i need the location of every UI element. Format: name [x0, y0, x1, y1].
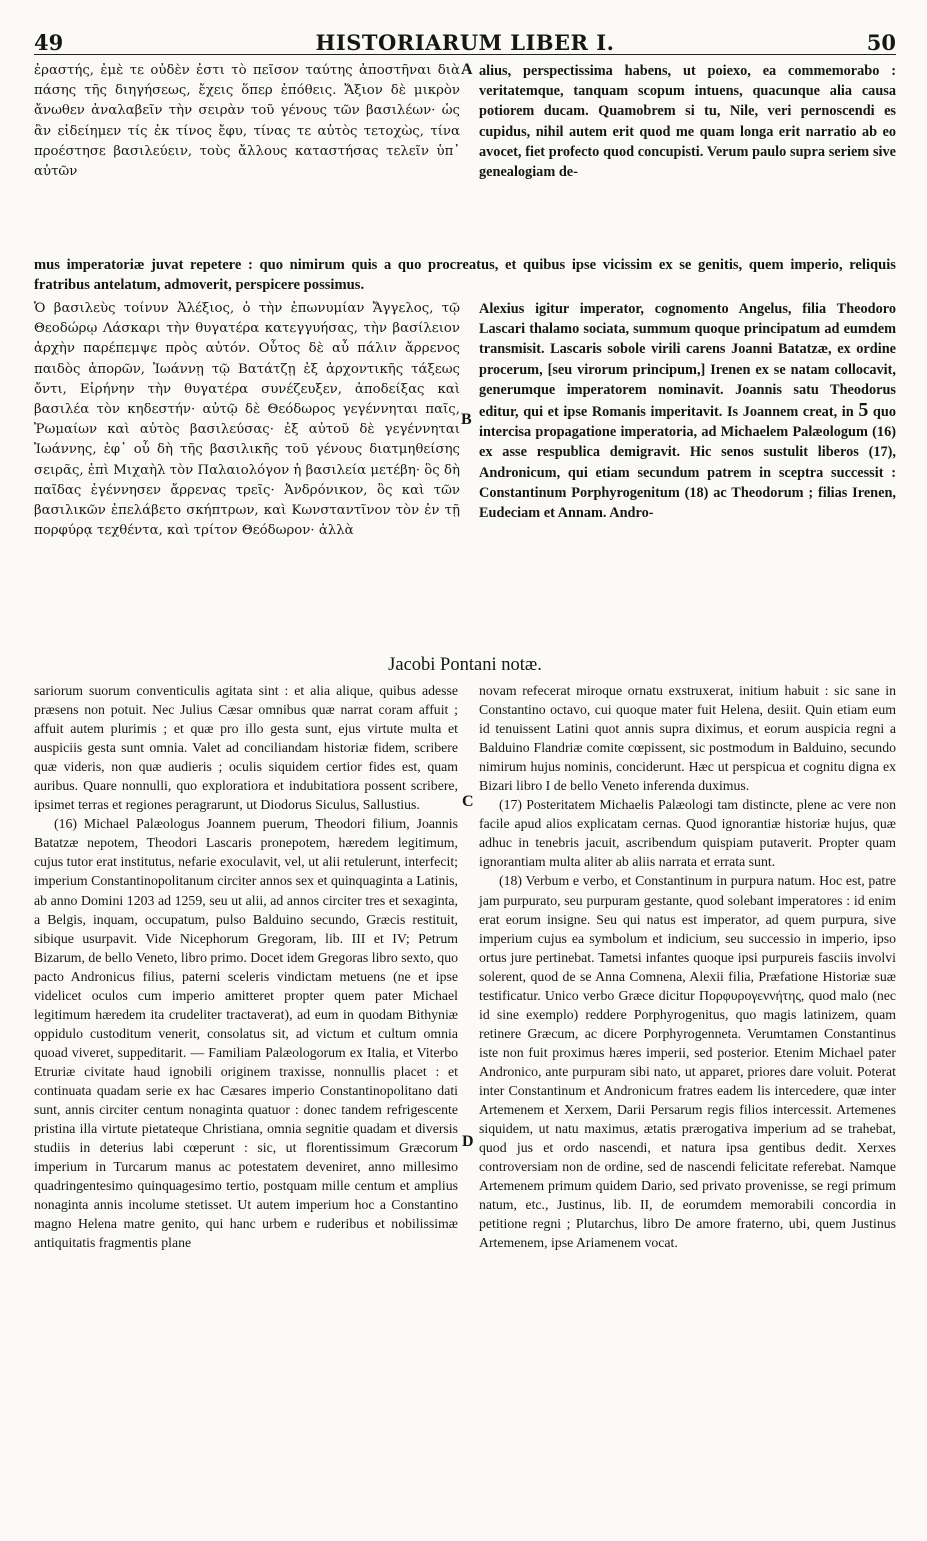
latin-text-part-1: alius, perspectissima habens, ut poiexo, ea commemorabo : veritatemque, tanquam scopum intuens, quacunque alia causa potiorem ducam. Quamobrem si tu, Nile, veri pernoscendi es cupidus, nihil autem erit quod me quam longa erit narratio ab eo avocet, fiet profecto quod concupisti. Verum paulo supra seriem sive genealogiam de-	[479, 63, 896, 181]
greek-text-part-2: Ὁ βασιλεὺς τοίνυν Ἀλέξιος, ὁ τὴν ἐπωνυμίαν Ἄγγελος, τῷ Θεοδώρῳ Λάσκαρι τὴν θυγατέρα κατεγγυήσας, τὴν βασίλειον ἀρχὴν παρέπεμψε πρὸς αὐτόν. Οὗτος δὲ αὖ πάλιν ἄρρενος παιδὸς ἀπορῶν, Ἰωάννῃ τῷ Βατάτζῃ ἐξ ἀρχοντικῆς τάξεως ὄντι, Εἰρήνην τὴν θυγατέρα συνέζευξεν, ἀποδείξας καὶ βασιλέα τὸν κηδεστήν· αὐτῷ δὲ Θεόδωρος γεγέννηται παῖς, Ῥωμαίων καὶ αὐτὸς βασιλεύσας· ἐξ αὐτοῦ δὲ γεγέννηται Ἰωάννης, ἐφ᾽ οὗ δὴ τῆς βασιλικῆς τοῦ γένους διατμηθείσης σειρᾶς, ἐπὶ Μιχαὴλ τὸν Παλαιολόγον ἡ βασιλεία μετέβη· ὃς δὴ παῖδας ἐγέννησεν ἄρρενας τρεῖς· Ἀνδρόνικον, ὃς καὶ τῶν βασιλικῶν ἐπελάβετο σκήπτρων, καὶ Κωνσταντῖνον τὸν ἐν τῇ πορφύρᾳ τεχθέντα, καὶ τρίτον Θεόδωρον· ἀλλὰ	[34, 301, 460, 539]
notes-section	[34, 681, 896, 1541]
notes-left-column	[34, 681, 458, 1252]
running-title: HISTORIARUM LIBER I.	[315, 30, 615, 55]
latin-text-part-2	[479, 299, 896, 523]
note-continuation: sariorum suorum conventiculis agitata sint : et alia alique, quibus adesse præsens non potuit. Nec Julius Cæsar omnibus quæ narrat coram affuit ; affuit autem plurimis ; et quæ pro illo gesta sunt, ejus virtute multa et auspiciis gesta sunt omnia. Valet ad conciliandam historiæ fidem, scribere quæ videris, non quæ audieris ; oculis siquidem certior fides est, quam auribus. Quare nonnulli, quo exploratiora et indubitatiora possent scribere, ipsimet terras et regiones peragrarunt, ut Diodorus Siculus, Sallustius.	[34, 683, 458, 813]
page-number-left: 49	[34, 30, 64, 55]
marker-a: A	[461, 61, 473, 78]
page-number-right: 50	[866, 30, 896, 55]
latin-continuation: mus imperatoriæ juvat repetere : quo nimirum quis a quo procreatus, et quibus ipse vicissim ex se genitis, quem imperio, reliquis fratribus antelatum, admoverit, perspicere possimus.	[34, 257, 896, 294]
running-header	[34, 28, 896, 55]
page	[34, 28, 896, 1518]
marker-b: B	[461, 411, 472, 428]
note-18: (18) Verbum e verbo, et Constantinum in purpura natum. Hoc est, patre jam purpurato, seu purpuram gestante, quod solebant imperatores : id enim erat eorum insigne. Seu qui natus est imperator, ad quem purpura, sive imperium cujus ea symbolum et indicium, seu successio in imperio, ipso ortus jure pertinebat. Tametsi infantes quoque ipsi purpureis fasciis involvi solerent, quod de se Anna Comnena, Alexii filia, Præfatione Historiæ suæ testificatur. Unico verbo Græce dicitur Πορφυρογεννήτης, quod malo (nec id sine exemplo) reddere Porphyrogenitus, quo magis latinizem, quam retinere Græcum, ac dicere Porphyrogenneta. Verumtamen Constantinus iste non fuit proximus hæres imperii, sed posterior. Etenim Michael pater Andronico, ante purpuram sibi nato, ut apparet, priores dare voluit. Poterat inter Constantinum et Andronicum fratres eadem lis intercedere, quæ inter Artemenem et Xerxem, Darii Persarum regis filios intercessit. Artemenes siquidem, ut natu maximus, ætatis prærogativa imperium ad se trahebat, quod jus et ordo nascendi, et natura ipsa gentibus dedit. Xerxes controversiam non de ordine, sed de nascendi felicitate referebat. Namque Artemenem primum quidem Dario, sed privato provenisse, se regi primum natum, etc., Justinus, lib. II, de eorumdem memorabili concordia in petitione regni ; Plutarchus, libro De amore fraterno, ubi, quem Justinus Artemenem, ipse Ariamenem vocat.	[479, 873, 896, 1251]
marker-c: C	[462, 793, 474, 810]
inline-number-5: 5	[858, 399, 869, 422]
latin-text-part-2a: Alexius igitur imperator, cognomento Angelus, filia Theodoro Lascari thalamo sociata, summum quoque principatum ad eumdem transmisit. Lascaris sobole virili carens Joanni Batatzæ, ex ordine procerum, [seu virorum principum,] Irenen ex se natam collocavit, generumque imperatorem nominavit. Joannis satu Theodorus editur, qui et ipse Romanis imperitavit. Is Joannem creat, in	[479, 301, 896, 421]
parallel-text-part-1	[34, 61, 896, 257]
note-17: (17) Posteritatem Michaelis Palæologi tam distincte, plene ac vere non facile apud alios explicatam cernas. Quod ignorantiæ historiæ hujus, quæ adhuc in tenebris jacuit, ascribendum quispiam putaverit. Propter quam ignorantiam multa aliter ab aliis narrata et errata sunt.	[479, 797, 896, 870]
latin-text-part-2b: quo intercisa propagatione imperatoria, ad Michaelem Palæologum (16) ex asse respublica demigravit. Hic senos sustulit liberos (17), Andronicum, qui etiam secundum patrem in sceptra successit : Constantinum Porphyrogenitum (18) ac Theodorum ; filias Irenen, Eudeciam et Annam. Andro-	[479, 404, 896, 522]
greek-text-part-1: ἐραστής, ἐμὲ τε οὐδὲν ἐστι τὸ πεῖσον ταύτης ἀποστῆναι διὰ πάσης τῆς διηγήσεως, ἔχεις ὅπερ ἐπόθεις. Ἄξιον δὲ μικρὸν ἄνωθεν ἀναλαβεῖν τὴν σειρὰν τοῦ γένους τῶν βασιλέων· ὡς ἂν εἰδείημεν τίς ἐκ τίνος ἔφυ, τίνας τε αὐτὸς τετοχὼς, τίνα προέστησε βασιλεύειν, τοὺς ἄλλους καταστήσας τελεῖν ὑπ᾽ αὐτῶν	[34, 63, 460, 180]
notes-title: Jacobi Pontani notæ.	[388, 655, 542, 675]
note-15-end: novam refecerat miroque ornatu exstruxerat, initium habuit : sic sane in Constantino octavo, cui quoque mater fuit Helena, desiit. Quin etiam eum id tenuissent Latini quot annis supra diximus, et eorum auspicia regni a Balduino Flandriæ comite cœpissent, sic postmodum in Balduino, secundo nimirum hujus nominis, conciderunt. Hæc ut perspicua et cognitu digna ex Bizari libro I de bello Veneto inferenda duximus.	[479, 683, 896, 794]
notes-right-column	[479, 681, 896, 1252]
marker-d: D	[462, 1133, 474, 1150]
parallel-text-part-2	[34, 299, 896, 653]
notes-title-row	[34, 653, 896, 681]
full-width-line	[34, 255, 896, 297]
note-16: (16) Michael Palæologus Joannem puerum, Theodori filium, Joannis Batatzæ nepotem, Theodori Lascaris pronepotem, hæredem legitimum, cujus tutor erat institutus, nefarie exoculavit, vel, ut alii retulerunt, interfecit; imperium Constantinopolitanum circiter annos sex et quinquaginta a Latinis, ab anno Domini 1203 ad 1259, seu ut alii, ad annos circiter tres et sexaginta, a Belgis, inquam, occupatum, pulso Balduino secundo, Græcis restituit, sibique usurpavit. Vide Nicephorum Gregoram, lib. III et IV; Petrum Bizarum, de bello Veneto, libro primo. Docet idem Gregoras libro sexto, quo pacto Andronicus filius, paterni sceleris vindictam metuens (ne et ipse videlicet oculos cum imperio amitteret propter quem pater Michael legitimum hæredem ita crudeliter tractaverat), ad eum in quodam Bithyniæ oppidulo custoditum venerit, consolatus sit, ad victum et cultum omnia quoad viveret, suppeditarit. — Familiam Palæologorum ex Italia, et Viterbo Etruriæ civitate haud ignobili originem traxisse, nonnullis placet : et continuata quadam serie ex hac Cæsares imperio Constantinopolitano dati sunt, annis circiter centum nonaginta quatuor : donec tandem refrigescente pristina illa virtute pietateque Christiana, omnia segnitie quadam et diversis studiis in deterius labi cœperunt : sic, ut florentissimum Græcorum imperium in Turcarum manus ac potestatem deveniret, anno millesimo quadringentesimo quinquagesimo tertio, postquam mille centum et amplius nonaginta annis incolume stetisset. Ut autem imperium hoc a Constantino magno Helena matre genito, qui hanc urbem e ruderibus et nobilissimæ antiquitatis fragmentis plane	[34, 816, 458, 1251]
